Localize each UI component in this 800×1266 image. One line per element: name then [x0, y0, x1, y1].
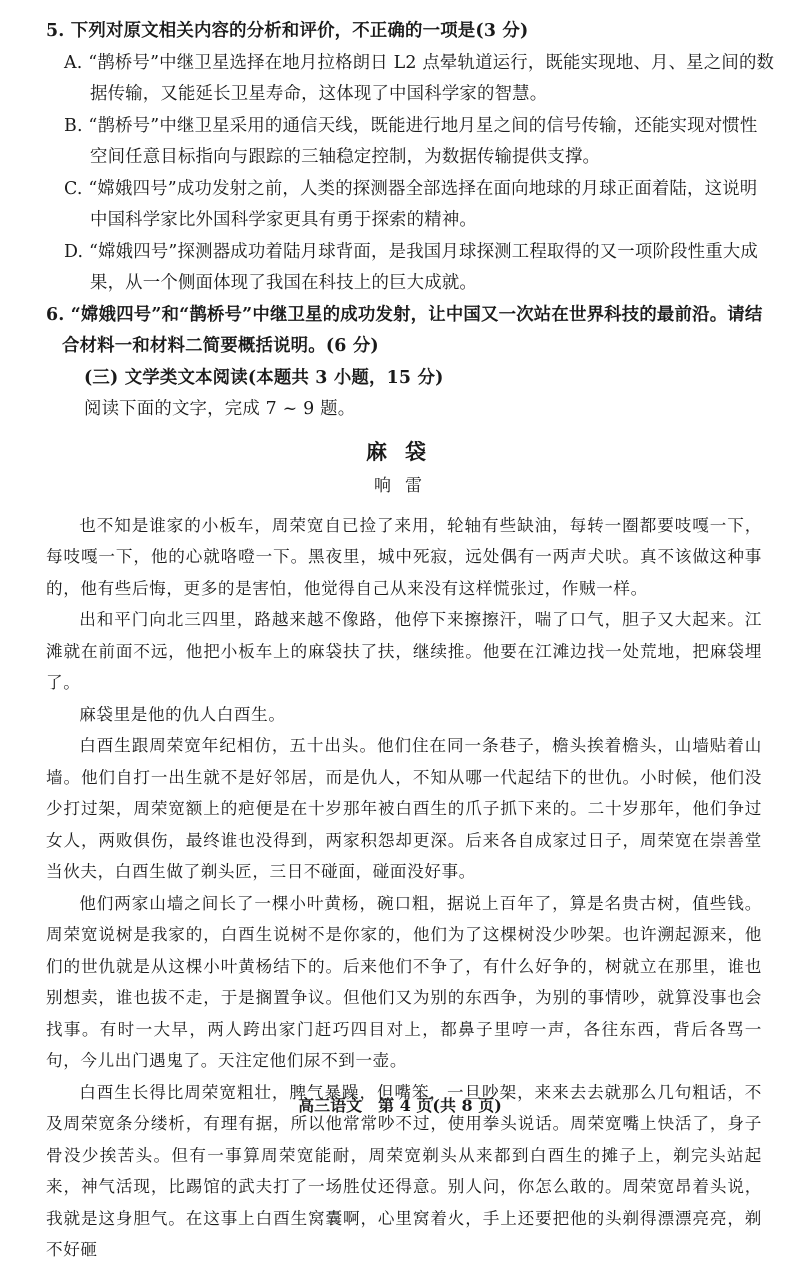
question-6-stem: 6. “嫦娥四号”和“鹊桥号”中继卫星的成功发射，让中国又一次站在世界科技的最前沿。请结 — [46, 304, 763, 325]
question-6-stem-cont: 合材料一和材料二简要概括说明。(6 分) — [62, 336, 379, 356]
question-5-option-c: C. “嫦娥四号”成功发射之前，人类的探测器全部选择在面向地球的月球正面着陆，这说明 — [64, 178, 758, 199]
story-title: 麻袋 — [366, 439, 444, 464]
story-paragraph: 出和平门向北三四里，路越来越不像路，他停下来擦擦汗，喘了口气，胆子又大起来。江滩就在前面不远，他把小板车上的麻袋扶了扶，继续推。他要在江滩边找一处荒地，把麻袋埋了。 — [46, 610, 762, 692]
story-paragraph: 他们两家山墙之间长了一棵小叶黄杨，碗口粗，据说上百年了，算是名贵古树，值些钱。周荣宽说树是我家的，白酉生说树不是你家的，他们为了这棵树没少吵架。也许溯起源来，他们的世仇就是从这棵小叶黄杨结下的。后来他们不争了，有什么好争的，树就立在那里，谁也别想卖，谁也拔不走，于是搁置争议。但他们又为别的东西争，为别的事情吵，就算没事也会找事。有时一大早，两人跨出家门赶巧四目对上，都鼻子里哼一声，各往东西，背后各骂一句，今儿出门遇鬼了。天注定他们尿不到一壶。 — [46, 893, 762, 1070]
question-5-stem: 5. 下列对原文相关内容的分析和评价，不正确的一项是(3 分) — [46, 21, 529, 41]
question-5-option-b: B. “鹊桥号”中继卫星采用的通信天线，既能进行地月星之间的信号传输，还能实现对惯性 — [64, 115, 758, 136]
story-paragraph: 也不知是谁家的小板车，周荣宽自已捡了来用，轮轴有些缺油，每转一圈都要吱嘎一下，每吱嘎一下，他的心就咯噔一下。黑夜里，城中死寂，远处偶有一两声犬吠。真不该做这种事的，他有些后悔，更多的是害怕，他觉得自己从来没有这样慌张过，作贼一样。 — [46, 515, 762, 598]
question-5-option-a-cont: 据传输，又能延长卫星寿命，这体现了中国科学家的智慧。 — [90, 84, 548, 104]
story-paragraph: 麻袋里是他的仇人白酉生。 — [79, 704, 286, 724]
story-author: 响雷 — [374, 475, 436, 496]
story-paragraph: 白酉生长得比周荣宽粗壮，脾气暴躁，但嘴笨，一旦吵架，来来去去就那么几句粗话，不及周荣宽条分缕析，有理有据，所以他常常吵不过，使用拳头说话。周荣宽嘴上快活了，身子骨没少挨苦头。但有一事算周荣宽能耐，周荣宽剃头从来都到白酉生的摊子上，剃完头站起来，神气活现，比踢馆的武夫打了一场胜仗还得意。别人问，你怎么敢的。周荣宽昂着头说，我就是这身胆气。在这事上白酉生窝囊啊，心里窝着火，手上还要把他的头剃得漂漂亮亮，剃不好砸 — [46, 1082, 762, 1259]
question-5-option-b-cont: 空间任意目标指向与跟踪的三轴稳定控制，为数据传输提供支撑。 — [90, 147, 601, 167]
page-footer: 高三语文 第 4 页(共 8 页) — [298, 1096, 502, 1115]
story-body — [46, 510, 764, 1266]
question-5-option-a: A. “鹊桥号”中继卫星选择在地月拉格朗日 L2 点晕轨道运行，既能实现地、月、星之间的数 — [64, 52, 775, 73]
section-instruction: 阅读下面的文字，完成 7 ~ 9 题。 — [84, 399, 356, 419]
question-5-option-c-cont: 中国科学家比外国科学家更具有勇于探索的精神。 — [90, 210, 477, 230]
question-5-option-d: D. “嫦娥四号”探测器成功着陆月球背面，是我国月球探测工程取得的又一项阶段性重大成 — [64, 241, 759, 262]
question-5-option-d-cont: 果，从一个侧面体现了我国在科技上的巨大成就。 — [90, 273, 477, 293]
story-paragraph: 白酉生跟周荣宽年纪相仿，五十出头。他们住在同一条巷子，檐头挨着檐头，山墙贴着山墙。他们自打一出生就不是好邻居，而是仇人，不知从哪一代起结下的世仇。小时候，他们没少打过架，周荣宽额上的疤便是在十岁那年被白酉生的爪子抓下来的。二十岁那年，他们争过女人，两败俱伤，最终谁也没得到，两家积怨却更深。后来各自成家过日子，周荣宽在崇善堂当伙夫，白酉生做了剃头匠，三日不碰面，碰面没好事。 — [46, 736, 762, 881]
section-heading: (三) 文学类文本阅读(本题共 3 小题，15 分) — [84, 367, 444, 388]
story-header — [46, 434, 764, 502]
